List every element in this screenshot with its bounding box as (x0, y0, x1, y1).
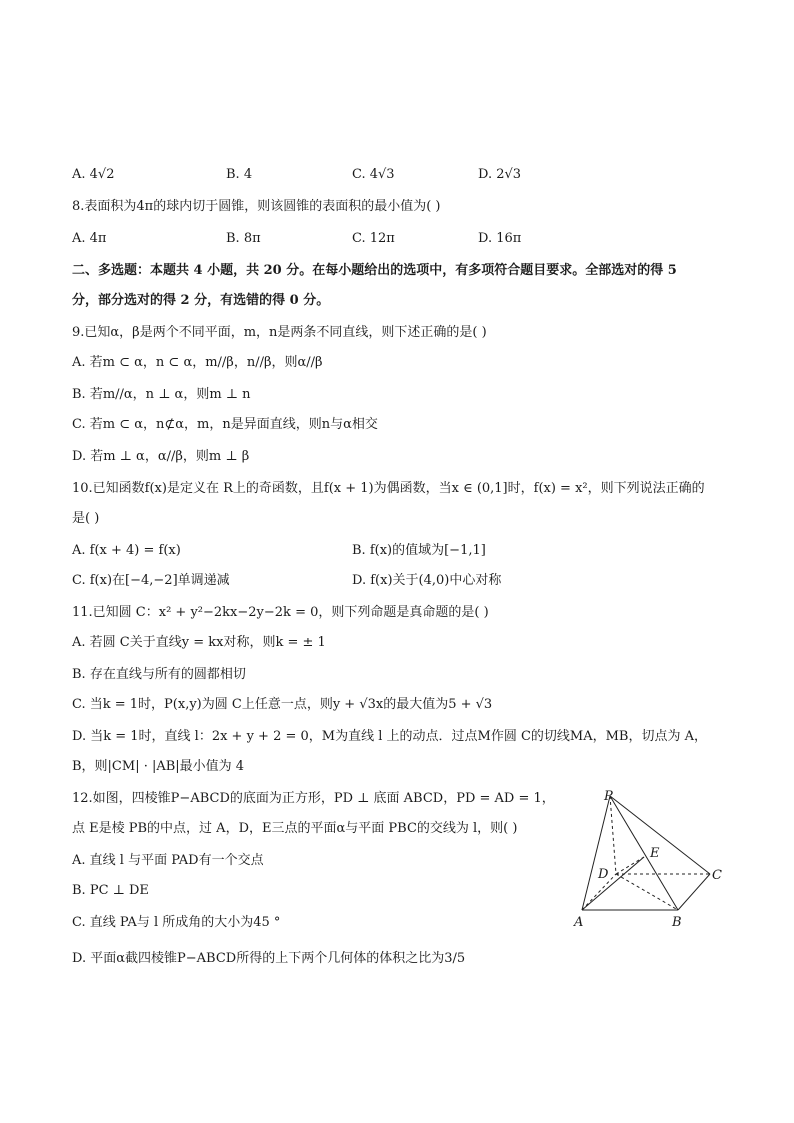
q12-option-c: C. 直线 PA与 l 所成角的大小为45 ° (72, 915, 281, 930)
q12-option-b: B. PC ⊥ DE (72, 883, 149, 898)
edge-ae (582, 857, 644, 910)
q12-stem: 12.如图，四棱锥P−ABCD的底面为正方形，PD ⊥ 底面 ABCD，PD = AD = 1， (72, 791, 555, 806)
q9-option-a: A. 若m ⊂ α，n ⊂ α，m//β，n//β，则α//β (72, 355, 323, 370)
q11-option-c: C. 当k = 1时，P(x,y)为圆 C上任意一点，则y + √3x的最大值为5 + √3 (72, 697, 493, 712)
q10-option-c: C. f(x)在[−4,−2]单调递减 (72, 573, 230, 588)
q12-option-d: D. 平面α截四棱锥P−ABCD所得的上下两个几何体的体积之比为3/5 (72, 951, 466, 966)
q10-option-a: A. f(x + 4) = f(x) (72, 543, 181, 558)
q8-option-d: D. 16π (478, 231, 522, 246)
label-b: B (672, 915, 682, 930)
q10-option-d: D. f(x)关于(4,0)中心对称 (352, 573, 502, 588)
q10-stem: 10.已知函数f(x)是定义在 R上的奇函数，且f(x + 1)为偶函数，当x ∈ (0,1]时，f(x) = x²，则下列说法正确的 (72, 481, 705, 496)
label-e: E (650, 846, 660, 861)
edge-pa (582, 796, 610, 910)
q11-option-d: D. 当k = 1时，直线 l：2x + y + 2 = 0，M为直线 l 上的动点．过点M作圆 C的切线MA，MB，切点为 A， (72, 729, 707, 744)
q9-option-d: D. 若m ⊥ α，α//β，则m ⊥ β (72, 449, 250, 464)
edge-pd (610, 796, 616, 874)
q12-option-a: A. 直线 l 与平面 PAD有一个交点 (72, 853, 264, 868)
edge-pc (610, 796, 710, 874)
q8-stem: 8.表面积为4π的球内切于圆锥，则该圆锥的表面积的最小值为( ) (72, 199, 441, 214)
q10-option-b: B. f(x)的值域为[−1,1] (352, 543, 486, 558)
q7-option-a: A. 4√2 (72, 167, 115, 182)
section-2-heading-cont: 分，部分选对的得 2 分，有选错的得 0 分。 (72, 293, 330, 308)
q12-stem-cont: 点 E是棱 PB的中点，过 A，D，E三点的平面α与平面 PBC的交线为 l，则( ) (72, 821, 518, 836)
q11-option-d-cont: B，则|CM| · |AB|最小值为 4 (72, 759, 245, 774)
edge-pb (610, 796, 678, 910)
q11-option-a: A. 若圆 C关于直线y = kx对称，则k = ± 1 (72, 635, 326, 650)
label-c: C (712, 868, 722, 883)
q7-option-d: D. 2√3 (478, 167, 522, 182)
q9-option-b: B. 若m//α，n ⊥ α，则m ⊥ n (72, 387, 251, 402)
q8-option-a: A. 4π (72, 231, 107, 246)
edge-db (616, 874, 678, 910)
q11-option-b: B. 存在直线与所有的圆都相切 (72, 667, 246, 682)
q7-option-b: B. 4 (226, 167, 253, 182)
edge-bc (678, 874, 710, 910)
q10-stem-cont: 是( ) (72, 511, 100, 526)
label-a: A (574, 915, 584, 930)
pyramid-figure (570, 786, 730, 936)
edge-de (616, 857, 644, 874)
label-p: P (604, 789, 613, 804)
section-2-heading: 二、多选题：本题共 4 小题，共 20 分。在每小题给出的选项中，有多项符合题目要求。全部选对的得 5 (72, 263, 677, 278)
q9-option-c: C. 若m ⊂ α，n⊄α，m，n是异面直线，则n与α相交 (72, 417, 378, 432)
label-d: D (598, 867, 609, 882)
q9-stem: 9.已知α，β是两个不同平面，m，n是两条不同直线，则下述正确的是( ) (72, 325, 487, 340)
q11-stem: 11.已知圆 C：x² + y²−2kx−2y−2k = 0，则下列命题是真命题的是( ) (72, 605, 489, 620)
q8-option-c: C. 12π (352, 231, 395, 246)
q8-option-b: B. 8π (226, 231, 261, 246)
q7-option-c: C. 4√3 (352, 167, 395, 182)
